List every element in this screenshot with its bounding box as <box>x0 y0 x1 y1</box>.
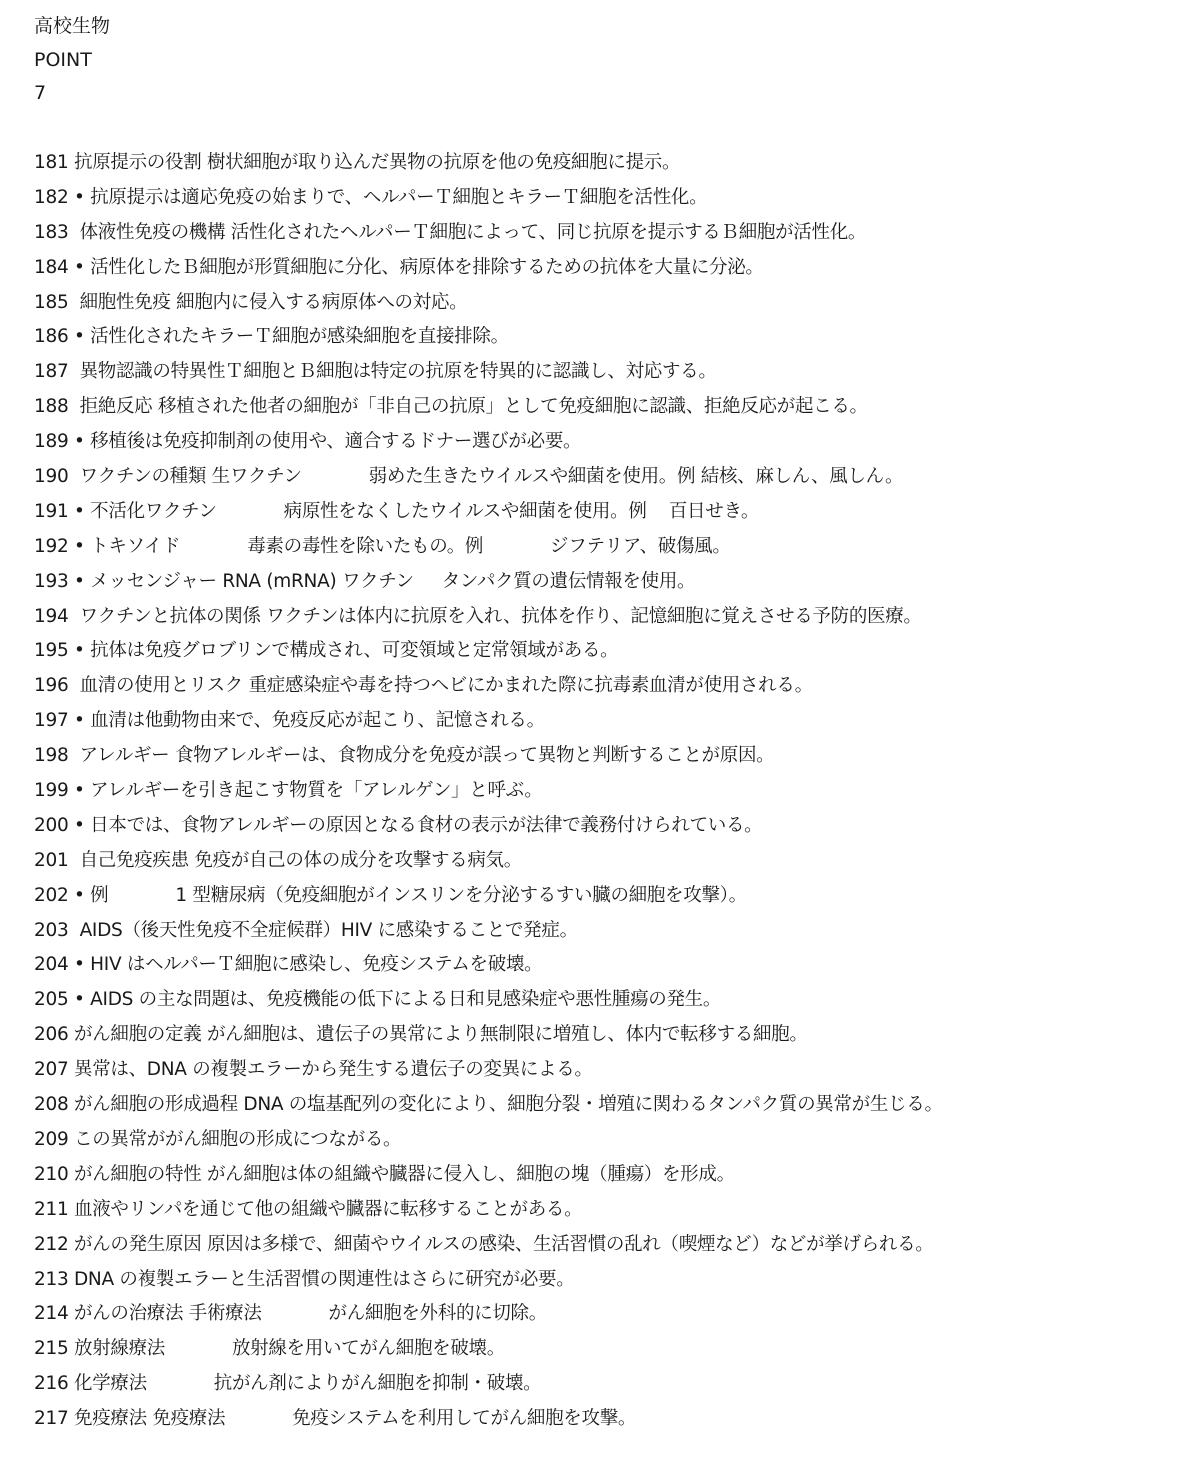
subject-title: 高校生物 <box>34 15 111 37</box>
text-line: 190 ワクチンの種類 生ワクチン 弱めた生きたウイルスや細菌を使用。例 結核、麻しん、風しん。 <box>34 466 904 488</box>
text-line: 183 体液性免疫の機構 活性化されたヘルパーＴ細胞によって、同じ抗原を提示するＢ細胞が活性化。 <box>34 221 867 243</box>
text-line: 198 アレルギー 食物アレルギーは、食物成分を免疫が誤って異物と判断することが原因。 <box>34 745 775 767</box>
text-line: 213 DNA の複製エラーと生活習慣の関連性はさらに研究が必要。 <box>34 1268 575 1290</box>
text-line: 191 • 不活化ワクチン 病原性をなくしたウイルスや細菌を使用。例 百日せき。 <box>34 500 760 522</box>
text-line: 187 異物認識の特異性Ｔ細胞とＢ細胞は特定の抗原を特異的に認識し、対応する。 <box>34 361 717 383</box>
text-line: 214 がんの治療法 手術療法 がん細胞を外科的に切除。 <box>34 1303 547 1325</box>
text-line: 186 • 活性化されたキラーＴ細胞が感染細胞を直接排除。 <box>34 326 509 348</box>
text-line: 202 • 例 1 型糖尿病（免疫細胞がインスリンを分泌するすい臓の細胞を攻撃）。 <box>34 884 747 906</box>
text-line: 184 • 活性化したＢ細胞が形質細胞に分化、病原体を排除するための抗体を大量に分泌。 <box>34 256 764 278</box>
text-line: 205 • AIDS の主な問題は、免疫機能の低下による日和見感染症や悪性腫瘍の発生。 <box>34 989 722 1011</box>
text-line: 182 • 抗原提示は適応免疫の始まりで、ヘルパーＴ細胞とキラーＴ細胞を活性化。 <box>34 186 708 208</box>
text-line: 192 • トキソイド 毒素の毒性を除いたもの。例 ジフテリア、破傷風。 <box>34 535 731 557</box>
text-line: 194 ワクチンと抗体の関係 ワクチンは体内に抗原を入れ、抗体を作り、記憶細胞に覚えさせる予防的医療。 <box>34 605 922 627</box>
document-header <box>34 10 110 111</box>
text-line: 196 血清の使用とリスク 重症感染症や毒を持つヘビにかまれた際に抗毒素血清が使用される。 <box>34 675 813 697</box>
text-line: 209 この異常ががん細胞の形成につながる。 <box>34 1128 402 1150</box>
text-line: 216 化学療法 抗がん剤によりがん細胞を抑制・破壊。 <box>34 1373 542 1395</box>
numbered-lines <box>34 146 1184 1437</box>
text-line: 204 • HIV はヘルパーＴ細胞に感染し、免疫システムを破壊。 <box>34 954 543 976</box>
text-line: 188 拒絶反応 移植された他者の細胞が「非自己の抗原」として免疫細胞に認識、拒絶反応が起こる。 <box>34 396 868 418</box>
text-line: 203 AIDS（後天性免疫不全症候群）HIV に感染することで発症。 <box>34 919 578 941</box>
text-line: 197 • 血清は他動物由来で、免疫反応が起こり、記憶される。 <box>34 710 545 732</box>
text-line: 212 がんの発生原因 原因は多様で、細菌やウイルスの感染、生活習慣の乱れ（喫煙など）などが挙げられる。 <box>34 1233 934 1255</box>
text-line: 181 抗原提示の役割 樹状細胞が取り込んだ異物の抗原を他の免疫細胞に提示。 <box>34 152 681 173</box>
text-line: 217 免疫療法 免疫療法 免疫システムを利用してがん細胞を攻撃。 <box>34 1408 637 1430</box>
text-line: 195 • 抗体は免疫グロブリンで構成され、可変領域と定常領域がある。 <box>34 640 619 662</box>
point-label: POINT <box>34 48 92 71</box>
text-line: 211 血液やリンパを通じて他の組織や臓器に転移することがある。 <box>34 1198 583 1220</box>
text-line: 185 細胞性免疫 細胞内に侵入する病原体への対応。 <box>34 291 468 313</box>
text-line: 210 がん細胞の特性 がん細胞は体の組織や臓器に侵入し、細胞の塊（腫瘍）を形成。 <box>34 1163 735 1185</box>
text-line: 199 • アレルギーを引き起こす物質を「アレルゲン」と呼ぶ。 <box>34 780 543 802</box>
text-line: 193 • メッセンジャー RNA (mRNA) ワクチン タンパク質の遺伝情報を使用。 <box>34 570 696 592</box>
text-line: 207 異常は、DNA の複製エラーから発生する遺伝子の変異による。 <box>34 1059 593 1081</box>
text-line: 215 放射線療法 放射線を用いてがん細胞を破壊。 <box>34 1338 505 1360</box>
text-line: 189 • 移植後は免疫抑制剤の使用や、適合するドナー選びが必要。 <box>34 431 582 453</box>
text-line: 200 • 日本では、食物アレルギーの原因となる食材の表示が法律で義務付けられている。 <box>34 814 763 836</box>
text-line: 208 がん細胞の形成過程 DNA の塩基配列の変化により、細胞分裂・増殖に関わるタンパク質の異常が生じる。 <box>34 1094 943 1116</box>
point-number: 7 <box>34 82 47 104</box>
text-line: 206 がん細胞の定義 がん細胞は、遺伝子の異常により無制限に増殖し、体内で転移する細胞。 <box>34 1024 808 1046</box>
text-line: 201 自己免疫疾患 免疫が自己の体の成分を攻撃する病気。 <box>34 849 522 871</box>
